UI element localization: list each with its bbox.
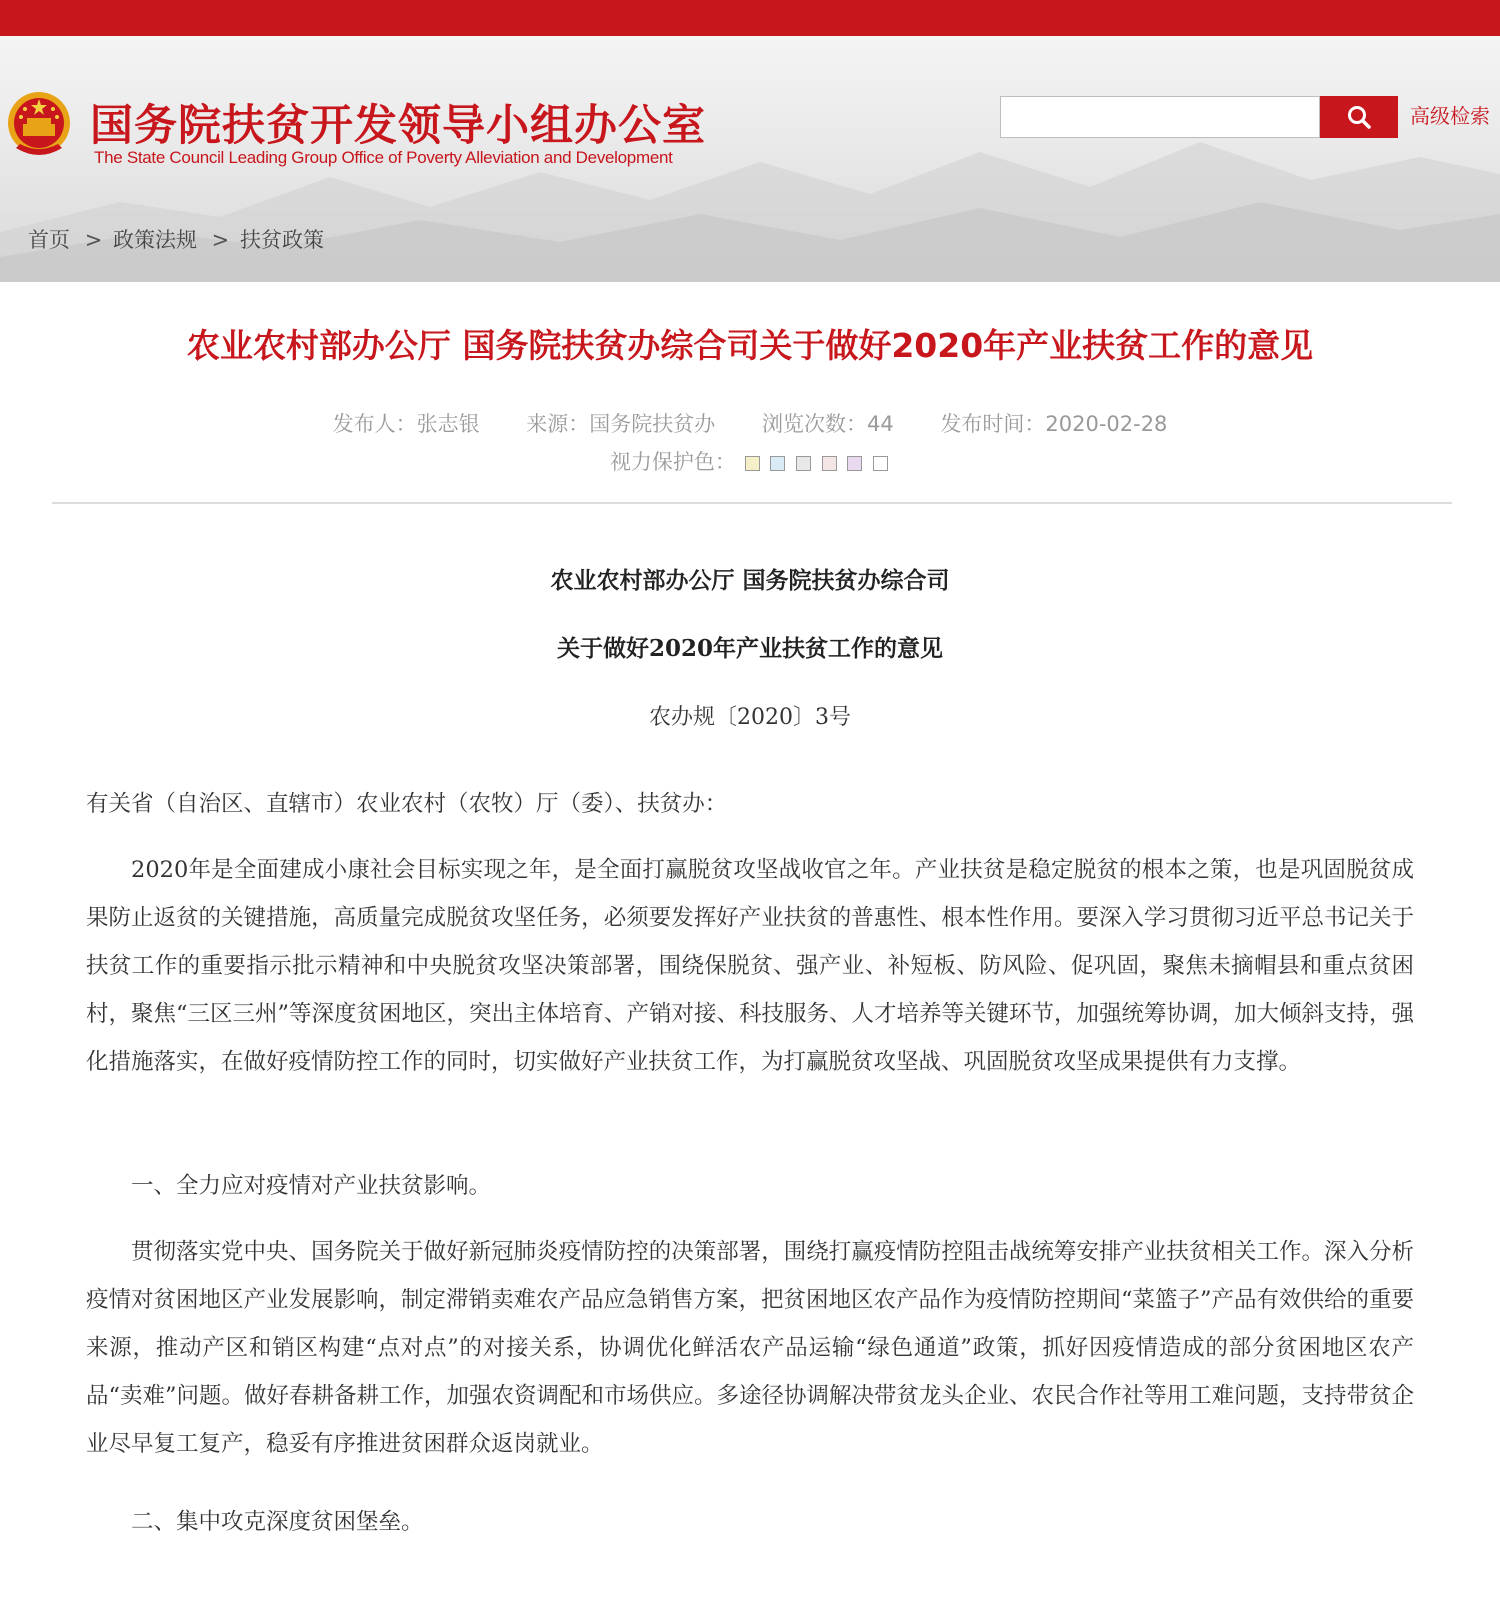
- breadcrumb-poverty-policy[interactable]: 扶贫政策: [239, 228, 324, 252]
- breadcrumb: [28, 224, 324, 254]
- search-icon: [1346, 104, 1372, 130]
- eye-color-swatch[interactable]: [770, 456, 785, 471]
- breadcrumb-separator: >: [84, 228, 103, 252]
- top-red-bar: [0, 0, 1500, 36]
- body-paragraph-2: 贯彻落实党中央、国务院关于做好新冠肺炎疫情防控的决策部署，围绕打赢疫情防控阻击战统筹安排产业扶贫相关工作。深入分析疫情对贫困地区产业发展影响，制定滞销卖难农产品应急销售方案，把贫困地区农产品作为疫情防控期间“菜篮子”产品有效供给的重要来源，推动产区和销区构建“点对点”的对接关系，协调优化鲜活农产品运输“绿色通道”政策，抓好因疫情造成的部分贫困地区农产品“卖难”问题。做好春耕备耕工作，加强农资调配和市场供应。多途径协调解决带贫龙头企业、农民合作社等用工难问题，支持带贫企业尽早复工复产，稳妥有序推进贫困群众返岗就业。: [86, 1239, 1415, 1457]
- site-header: [0, 36, 1500, 282]
- site-title: 国务院扶贫开发领导小组办公室: [90, 101, 706, 151]
- section-heading-2: 二、集中攻克深度贫困堡垒。: [131, 1509, 424, 1535]
- meta-source: 来源：国务院扶贫办: [526, 412, 716, 436]
- eye-color-swatch[interactable]: [745, 456, 760, 471]
- eye-color-swatch[interactable]: [796, 456, 811, 471]
- document-heading-line2: 关于做好2020年产业扶贫工作的意见: [556, 635, 943, 662]
- breadcrumb-policy[interactable]: 政策法规: [112, 228, 197, 252]
- meta-views: 浏览次数：44: [761, 412, 894, 436]
- breadcrumb-separator: >: [211, 228, 230, 252]
- eye-color-swatch[interactable]: [873, 456, 888, 471]
- divider: [52, 502, 1452, 504]
- document-number: 农办规〔2020〕3号: [649, 705, 851, 730]
- document-heading-line1: 农业农村部办公厅 国务院扶贫办综合司: [550, 567, 950, 594]
- breadcrumb-home[interactable]: 首页: [28, 228, 70, 252]
- article-meta: [0, 408, 1500, 438]
- eye-protection-row: [0, 446, 1500, 476]
- eye-color-swatch[interactable]: [822, 456, 837, 471]
- meta-publisher: 发布人：张志银: [332, 412, 480, 436]
- search-button[interactable]: [1320, 96, 1398, 138]
- eye-protection-label: 视力保护色：: [609, 450, 736, 474]
- site-subtitle: The State Council Leading Group Office of Poverty Alleviation and Development: [94, 148, 673, 167]
- section-heading-1: 一、全力应对疫情对产业扶贫影响。: [131, 1173, 492, 1199]
- article-title: 农业农村部办公厅 国务院扶贫办综合司关于做好2020年产业扶贫工作的意见: [186, 326, 1314, 365]
- eye-color-swatch[interactable]: [847, 456, 862, 471]
- body-paragraph-1: 2020年是全面建成小康社会目标实现之年，是全面打赢脱贫攻坚战收官之年。产业扶贫是稳定脱贫的根本之策，也是巩固脱贫成果防止返贫的关键措施，高质量完成脱贫攻坚任务，必须要发挥好产业扶贫的普惠性、根本性作用。要深入学习贯彻习近平总书记关于扶贫工作的重要指示批示精神和中央脱贫攻坚决策部署，围绕保脱贫、强产业、补短板、防风险、促巩固，聚焦未摘帽县和重点贫困村，聚焦“三区三州”等深度贫困地区，突出主体培育、产销对接、科技服务、人才培养等关键环节，加强统筹协调，加大倾斜支持，强化措施落实，在做好疫情防控工作的同时，切实做好产业扶贫工作，为打赢脱贫攻坚战、巩固脱贫攻坚成果提供有力支撑。: [86, 857, 1415, 1075]
- search-input[interactable]: [1000, 96, 1320, 138]
- meta-date: 发布时间：2020-02-28: [940, 412, 1168, 436]
- advanced-search-link[interactable]: 高级检索: [1410, 104, 1490, 128]
- salutation: 有关省（自治区、直辖市）农业农村（农牧）厅（委）、扶贫办：: [86, 791, 728, 817]
- national-emblem-icon: [6, 90, 72, 160]
